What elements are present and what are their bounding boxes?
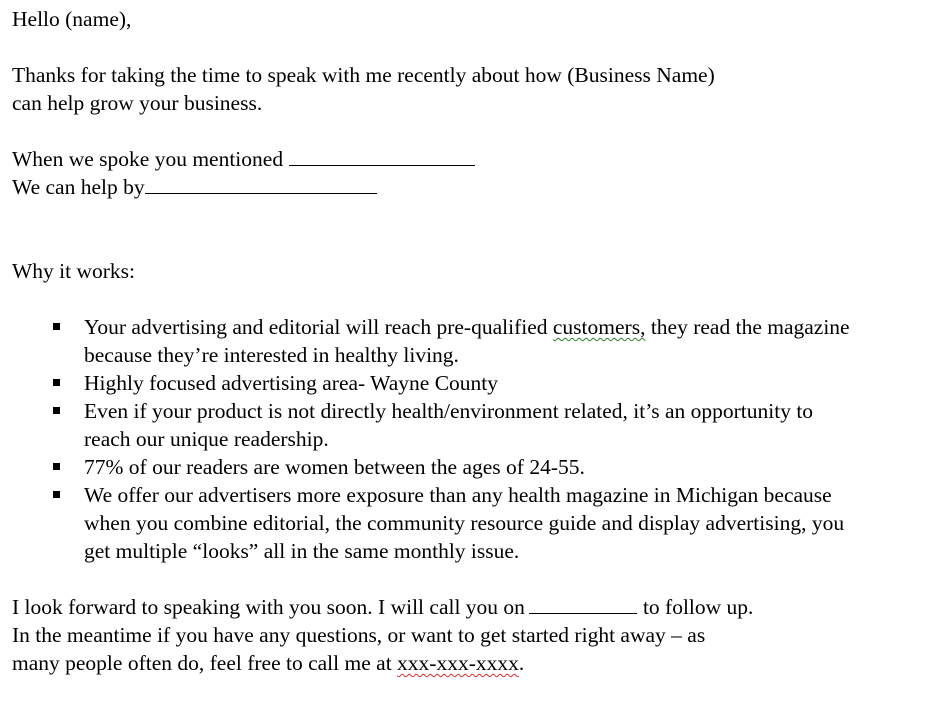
closing-line-3 [12,649,912,677]
letter-document [12,5,912,677]
list-item [12,397,864,453]
mentioned-line [12,145,912,173]
intro-line-2: can help grow your business. [12,91,263,115]
bullet-square-icon [53,379,60,386]
bullet-text-5: We offer our advertisers more exposure than any health magazine in Michigan because when you combine editorial, the community resource guide and display advertising, you get multiple “looks” all in the same monthly issue. [84,483,845,563]
spacer [12,33,912,61]
spacer [12,565,912,593]
spacer [12,117,912,145]
closing-line-1b: to follow up. [642,595,754,619]
closing-line-3b: . [518,651,525,675]
spacer [12,201,912,257]
bullet-text-2: Highly focused advertising area- Wayne County [84,371,499,395]
bullet-text-1a: Your advertising and editorial will reach pre-qualified [84,315,553,339]
bullet-text-1c: they read the magazine because they’re interested in healthy living. [84,315,850,367]
closing-line-1a: I look forward to speaking with you soon. I will call you on [12,595,525,619]
bullet-text-4: 77% of our readers are women between the ages of 24-55. [84,455,585,479]
help-line [12,173,912,201]
list-item [12,481,864,565]
closing-line-2: In the meantime if you have any questions, or want to get started right away – as [12,623,706,647]
mentioned-label: When we spoke you mentioned [12,147,284,171]
call-date-blank [529,595,637,614]
bullet-square-icon [53,491,60,498]
spacer [12,285,912,313]
greeting: Hello (name), [12,7,132,31]
help-label: We can help by [12,175,145,199]
bullet-text-1b: customers, [552,315,646,339]
intro-line-1: Thanks for taking the time to speak with me recently about how (Business Name) [12,63,715,87]
bullet-square-icon [53,407,60,414]
list-item [12,369,864,397]
closing-line-1 [12,593,912,621]
benefits-list [12,313,912,565]
bullet-text-3: Even if your product is not directly health/environment related, it’s an opportunity to reach our unique readership. [84,399,814,451]
mentioned-blank [289,147,475,166]
closing-line-3a: many people often do, feel free to call me at [12,651,398,675]
why-heading: Why it works: [12,259,136,283]
phone-number: xxx-xxx-xxxx [397,651,519,675]
bullet-square-icon [53,323,60,330]
list-item [12,313,864,369]
bullet-square-icon [53,463,60,470]
list-item [12,453,864,481]
help-blank [145,175,377,194]
